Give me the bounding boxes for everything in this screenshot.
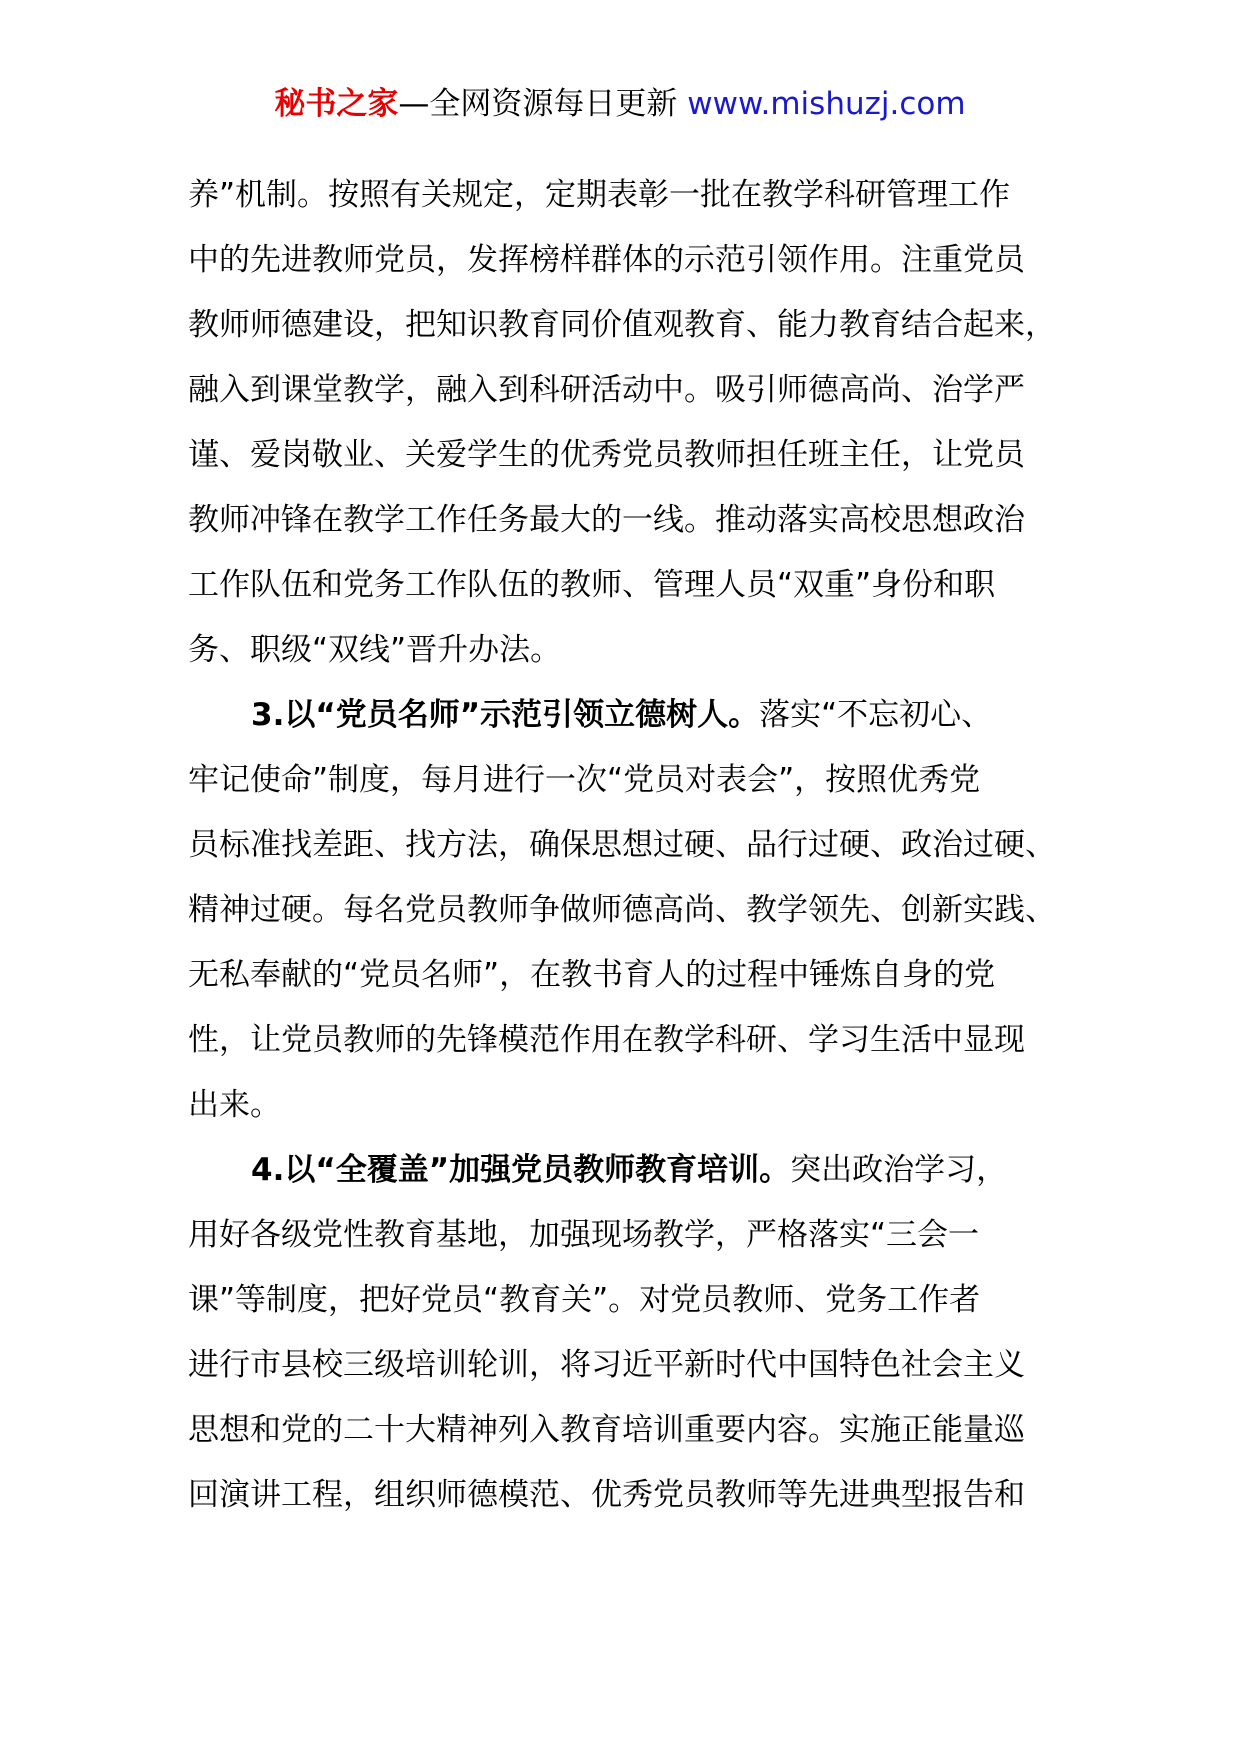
- line-text: 精神过硬。每名党员教师争做师德高尚、教学领先、创新实践、: [188, 892, 1056, 928]
- line-text: 中的先进教师党员，发挥榜样群体的示范引领作用。注重党员: [188, 242, 1025, 278]
- body-line: [188, 423, 1068, 488]
- body-line: [188, 293, 1068, 358]
- body-line: [188, 488, 1068, 553]
- line-text: 工作队伍和党务工作队伍的教师、管理人员“双重”身份和职: [188, 567, 996, 603]
- body-line: [188, 1463, 1068, 1528]
- body-line: [188, 228, 1068, 293]
- body-line: [188, 813, 1068, 878]
- body-line: [188, 878, 1068, 943]
- body-line: [188, 943, 1068, 1008]
- line-text: 课”等制度，把好党员“教育关”。对党员教师、党务工作者: [188, 1282, 981, 1318]
- line-text: 养”机制。按照有关规定，定期表彰一批在教学科研管理工作: [188, 177, 1011, 213]
- document-body: [188, 163, 1068, 1528]
- line-text: 融入到课堂教学，融入到科研活动中。吸引师德高尚、治学严: [188, 372, 1025, 408]
- line-text: 务、职级“双线”晋升办法。: [188, 632, 562, 668]
- section-heading: 4.以“全覆盖”加强党员教师教育培训。: [251, 1152, 791, 1188]
- body-line: [188, 1008, 1068, 1073]
- line-text: 回演讲工程，组织师德模范、优秀党员教师等先进典型报告和: [188, 1477, 1025, 1513]
- line-text: 用好各级党性教育基地，加强现场教学，严格落实“三会一: [188, 1217, 980, 1253]
- line-text: 突出政治学习，: [790, 1152, 1008, 1188]
- body-line: [188, 1268, 1068, 1333]
- body-line: [188, 1398, 1068, 1463]
- line-text: 无私奉献的“党员名师”，在教书育人的过程中锤炼自身的党: [188, 957, 996, 993]
- page-header: [0, 84, 1240, 124]
- body-line: [188, 358, 1068, 423]
- line-text: 员标准找差距、找方法，确保思想过硬、品行过硬、政治过硬、: [188, 827, 1056, 863]
- site-url[interactable]: www.mishuzj.com: [687, 86, 966, 122]
- line-text: 进行市县校三级培训轮训，将习近平新时代中国特色社会主义: [188, 1347, 1025, 1383]
- line-text: 出来。: [188, 1087, 281, 1123]
- line-text: 牢记使命”制度，每月进行一次“党员对表会”，按照优秀党: [188, 762, 981, 798]
- line-text: 教师师德建设，把知识教育同价值观教育、能力教育结合起来，: [188, 307, 1056, 343]
- body-line: [188, 1333, 1068, 1398]
- line-text: 性，让党员教师的先锋模范作用在教学科研、学习生活中显现: [188, 1022, 1025, 1058]
- body-line: [188, 163, 1068, 228]
- body-line: [188, 618, 1068, 683]
- body-line: [188, 1203, 1068, 1268]
- section-heading-line: [188, 683, 1068, 748]
- line-text: 教师冲锋在教学工作任务最大的一线。推动落实高校思想政治: [188, 502, 1025, 538]
- section-heading: 3.以“党员名师”示范引领立德树人。: [251, 697, 760, 733]
- body-line: [188, 748, 1068, 813]
- site-brand: 秘书之家: [274, 86, 399, 122]
- body-line: [188, 553, 1068, 618]
- section-heading-line: [188, 1138, 1068, 1203]
- line-text: 思想和党的二十大精神列入教育培训重要内容。实施正能量巡: [188, 1412, 1025, 1448]
- line-text: 谨、爱岗敬业、关爱学生的优秀党员教师担任班主任，让党员: [188, 437, 1025, 473]
- body-line: [188, 1073, 1068, 1138]
- line-text: 落实“不忘初心、: [759, 697, 993, 733]
- site-slogan: —全网资源每日更新: [398, 86, 688, 122]
